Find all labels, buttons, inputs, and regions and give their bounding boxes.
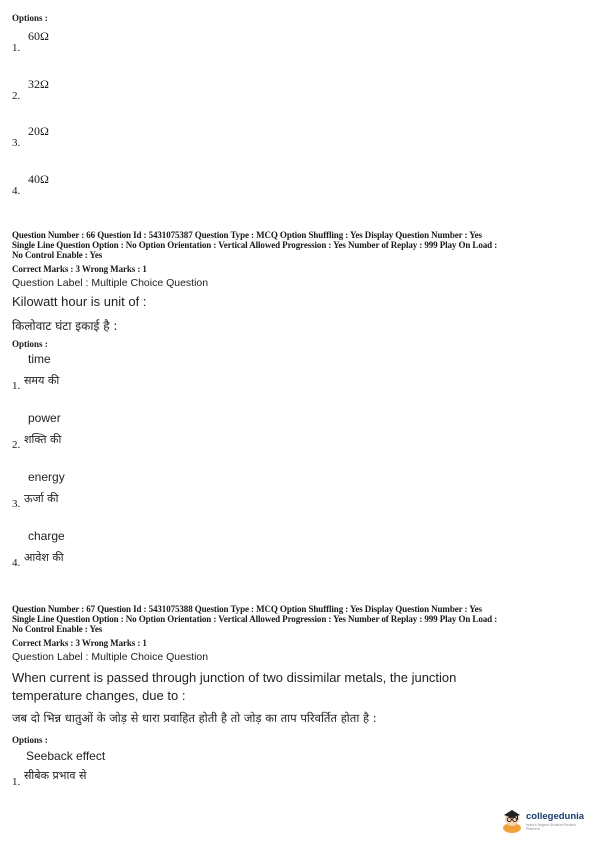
q66-option-3-hi: ऊर्जा की: [24, 492, 59, 505]
option-2-number: 2.: [12, 90, 21, 102]
option-3-text: 20Ω: [28, 124, 49, 138]
q66-meta-line-1: Question Number : 66 Question Id : 5431075387 Question Type : MCQ Option Shuffling : Yes Display Question Number : Yes: [12, 230, 482, 240]
option-2-text: 32Ω: [28, 77, 49, 91]
q66-options-heading: Options :: [12, 339, 48, 349]
logo-wordmark: collegedunia: [526, 811, 585, 822]
q67-question-text-hi: जब दो भिन्न धातुओं के जोड़ से धारा प्रवाहित होती है तो जोड़ का ताप परिवर्तित होता है :: [12, 711, 377, 725]
q66-option-1-number: 1.: [12, 380, 21, 392]
q67-options-heading: Options :: [12, 735, 48, 745]
option-1-number: 1.: [12, 42, 21, 54]
option-4-number: 4.: [12, 185, 21, 197]
q67-option-1-hi: सीबेक प्रभाव से: [24, 769, 87, 782]
q66-meta-line-3: No Control Enable : Yes: [12, 250, 103, 260]
collegedunia-logo: [500, 807, 590, 833]
q66-option-1-hi: समय की: [24, 374, 60, 387]
student-avatar-icon: [500, 807, 524, 833]
q66-marks: Correct Marks : 3 Wrong Marks : 1: [12, 264, 147, 274]
q66-option-4-en: charge: [28, 529, 65, 543]
option-4-text: 40Ω: [28, 172, 49, 186]
q66-option-3-number: 3.: [12, 498, 21, 510]
q67-meta-line-3: No Control Enable : Yes: [12, 624, 103, 634]
q66-option-2-hi: शक्ति की: [24, 433, 62, 446]
q67-option-1-en: Seeback effect: [26, 749, 106, 763]
q66-option-4-number: 4.: [12, 557, 21, 569]
q66-option-4-hi: आवेश की: [24, 551, 64, 564]
q67-marks: Correct Marks : 3 Wrong Marks : 1: [12, 638, 147, 648]
q66-option-1-en: time: [28, 352, 51, 366]
option-1-text: 60Ω: [28, 29, 49, 43]
q67-question-text-en-line-1: When current is passed through junction of two dissimilar metals, the junction: [12, 670, 457, 685]
q67-meta-line-2: Single Line Question Option : No Option Orientation : Vertical Allowed Progression : Yes Number of Replay : 999 Play On Load :: [12, 614, 498, 624]
option-3-number: 3.: [12, 137, 21, 149]
options-heading: Options :: [12, 13, 48, 23]
q66-option-2-en: power: [28, 411, 61, 425]
q67-question-text-en-line-2: temperature changes, due to :: [12, 688, 186, 703]
q66-option-3-en: energy: [28, 470, 65, 484]
q66-question-label: Question Label : Multiple Choice Question: [12, 277, 209, 289]
q66-question-text-hi: किलोवाट घंटा इकाई है :: [12, 319, 118, 333]
q67-option-1-number: 1.: [12, 776, 21, 788]
q66-option-2-number: 2.: [12, 439, 21, 451]
q66-question-text-en: Kilowatt hour is unit of :: [12, 294, 147, 309]
logo-tagline: India's largest Student Review Platform: [526, 823, 576, 831]
q67-question-label: Question Label : Multiple Choice Question: [12, 651, 209, 663]
q66-meta-line-2: Single Line Question Option : No Option Orientation : Vertical Allowed Progression : Yes Number of Replay : 999 Play On Load :: [12, 240, 498, 250]
q67-meta-line-1: Question Number : 67 Question Id : 5431075388 Question Type : MCQ Option Shuffling : Yes Display Question Number : Yes: [12, 604, 482, 614]
